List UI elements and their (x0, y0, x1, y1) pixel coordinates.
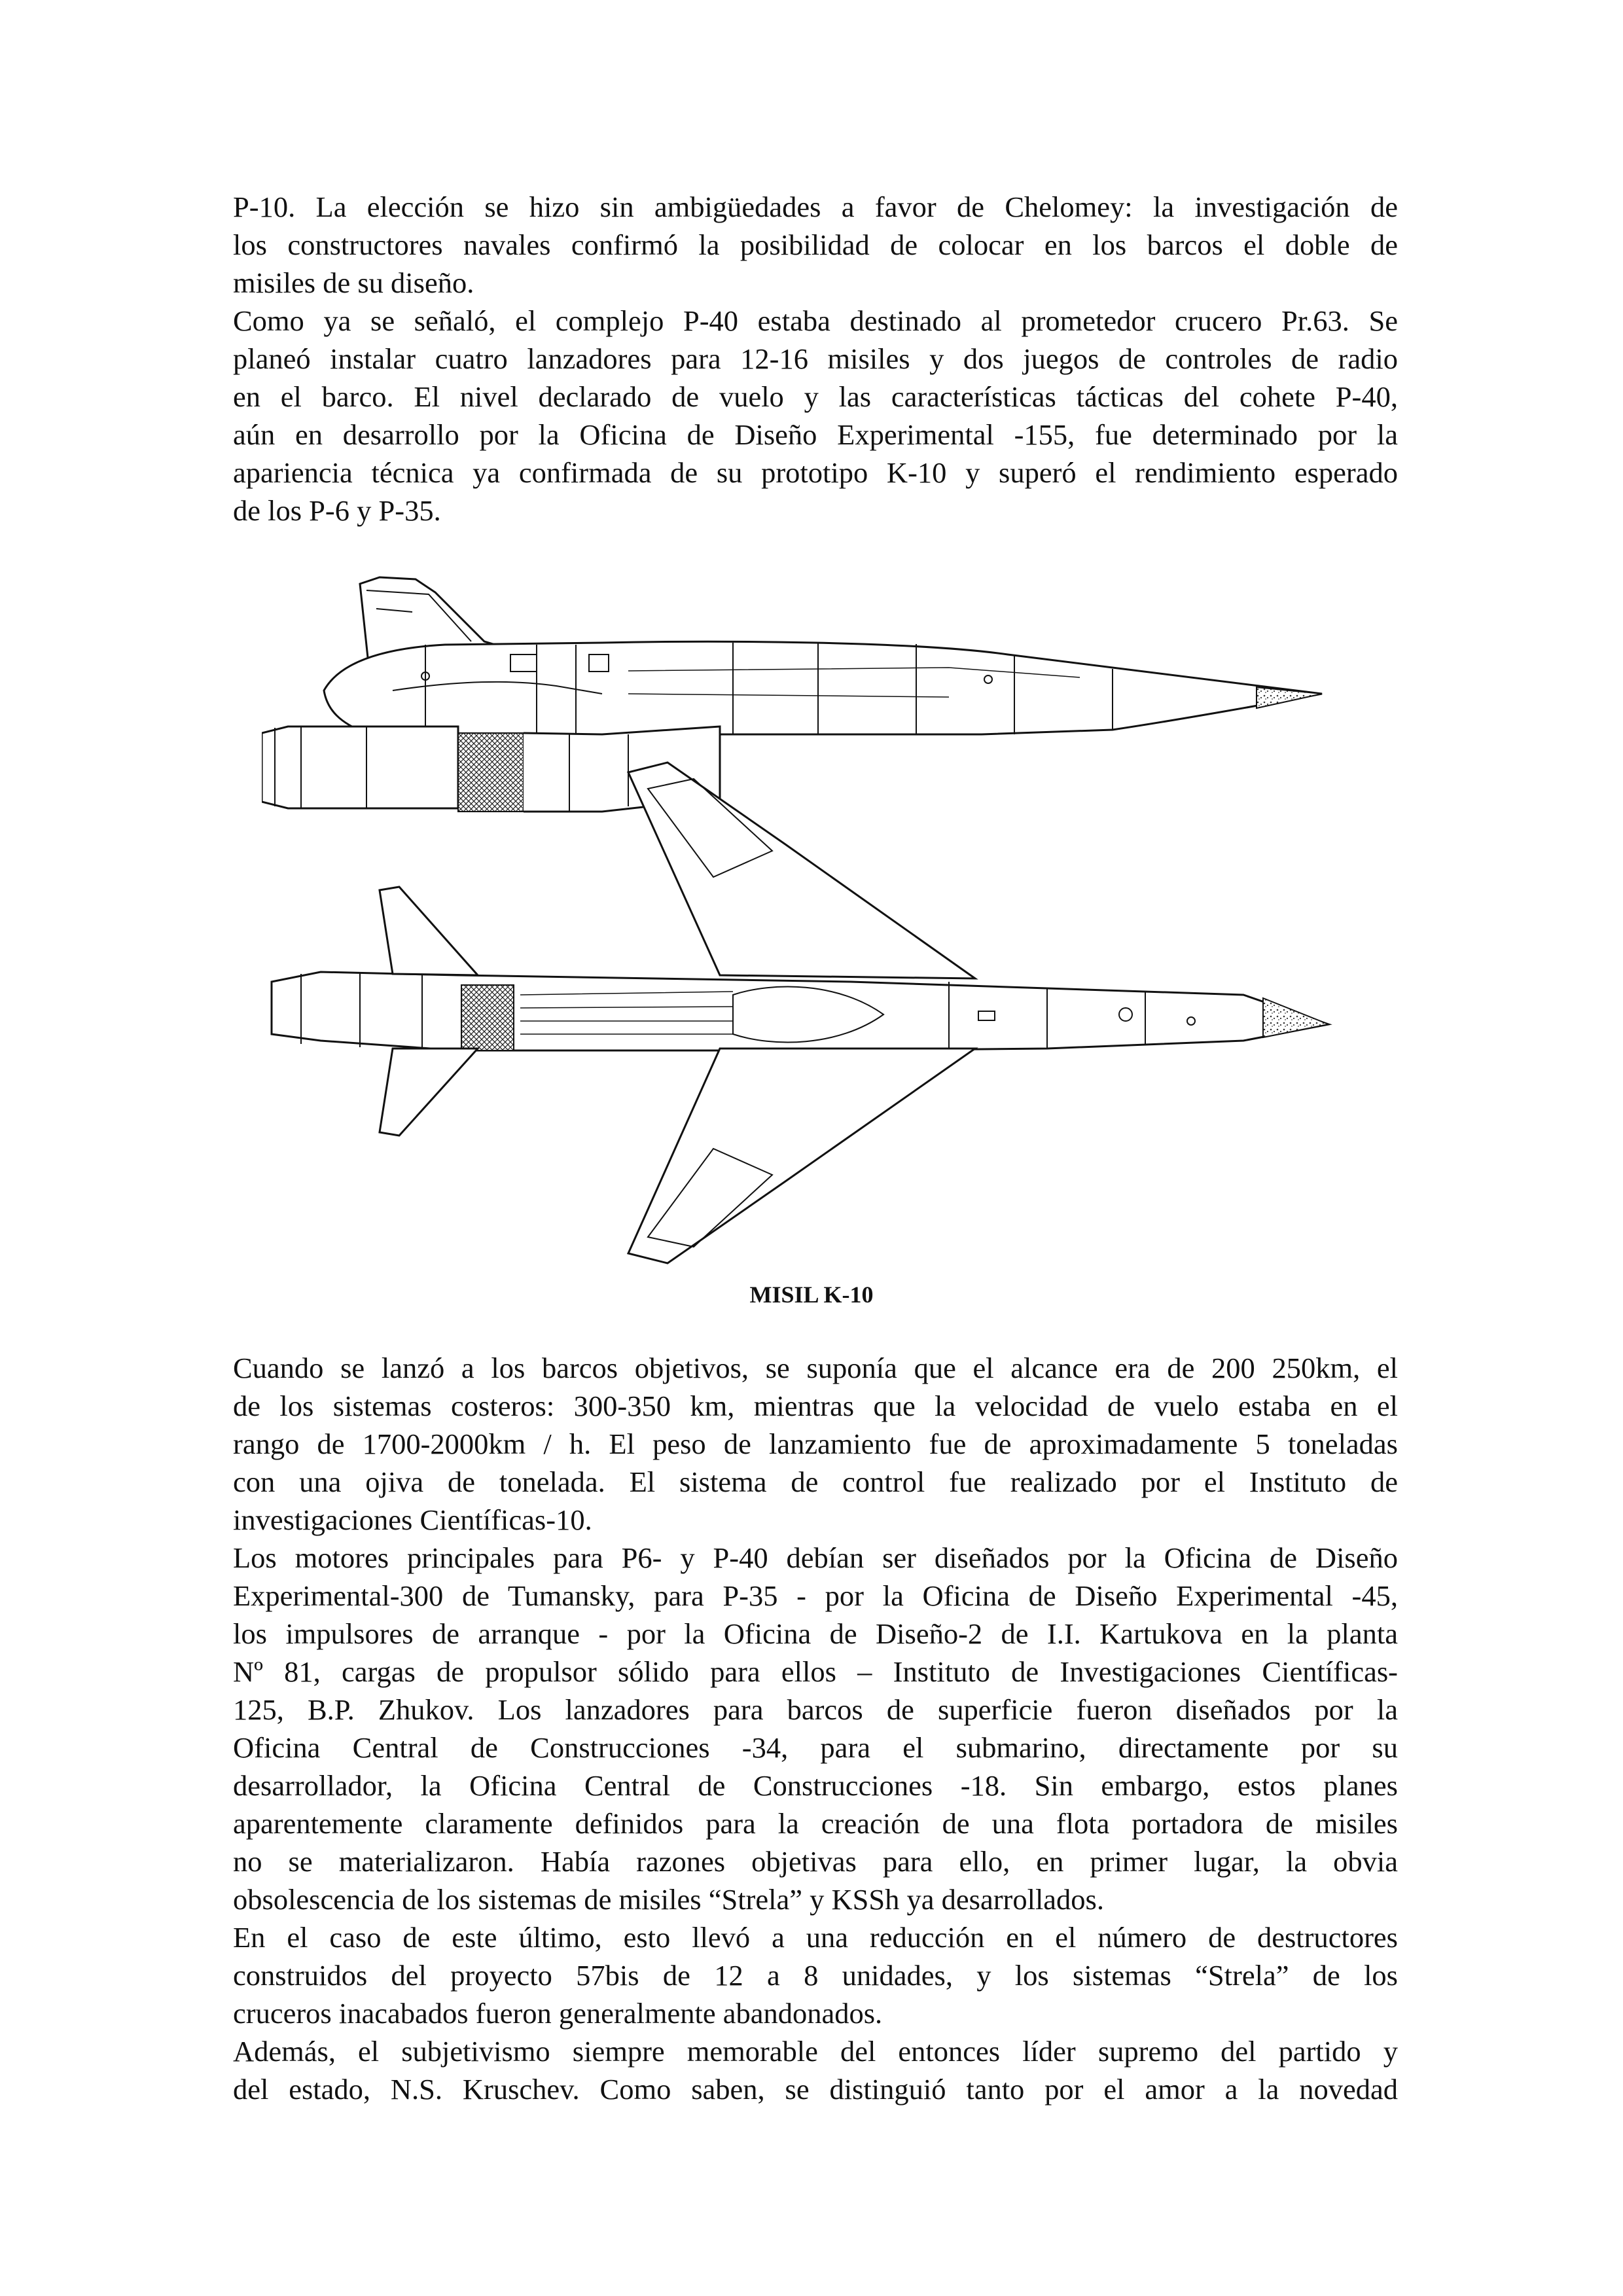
figure-caption: MISIL K-10 (749, 1282, 874, 1308)
text-line: no se materializaron. Había razones objetivas para ello, en primer lugar, la obvia (233, 1845, 1398, 1878)
text-line: cruceros inacabados fueron generalmente abandonados. (233, 1997, 883, 2030)
text-line: Experimental-300 de Tumansky, para P-35 - por la Oficina de Diseño Experimental -45, (233, 1579, 1398, 1612)
text-line: misiles de su diseño. (233, 266, 474, 299)
text-line: aún en desarrollo por la Oficina de Diseño Experimental -155, fue determinado por la (233, 418, 1398, 451)
text-line: construidos del proyecto 57bis de 12 a 8 unidades, y los sistemas “Strela” de los (233, 1959, 1398, 1992)
missile-top-view (272, 762, 1329, 1263)
text-line: de los sistemas costeros: 300-350 km, mientras que la velocidad de vuelo estaba en el (233, 1390, 1398, 1422)
text-line: En el caso de este último, esto llevó a una reducción en el número de destructores (233, 1921, 1398, 1954)
top-text-block (233, 188, 1398, 529)
text-line: 125, B.P. Zhukov. Los lanzadores para barcos de superficie fueron diseñados por la (233, 1693, 1398, 1726)
missile-figure (262, 563, 1374, 1276)
text-line: Cuando se lanzó a los barcos objetivos, se suponía que el alcance era de 200 250km, el (233, 1352, 1398, 1384)
text-line: con una ojiva de tonelada. El sistema de control fue realizado por el Instituto de (233, 1465, 1398, 1498)
text-line: desarrollador, la Oficina Central de Construcciones -18. Sin embargo, estos planes (233, 1769, 1398, 1802)
text-line: Además, el subjetivismo siempre memorable del entonces líder supremo del partido y (233, 2035, 1398, 2068)
text-line: del estado, N.S. Kruschev. Como saben, se distinguió tanto por el amor a la novedad (233, 2073, 1398, 2106)
text-line: Oficina Central de Construcciones -34, para el submarino, directamente por su (233, 1731, 1398, 1764)
text-line: aparentemente claramente definidos para la creación de una flota portadora de misiles (233, 1807, 1398, 1840)
text-line: los impulsores de arranque - por la Oficina de Diseño-2 de I.I. Kartukova en la planta (233, 1617, 1398, 1650)
text-line: los constructores navales confirmó la posibilidad de colocar en los barcos el doble de (233, 228, 1398, 261)
text-line: rango de 1700-2000km / h. El peso de lanzamiento fue de aproximadamente 5 toneladas (233, 1427, 1398, 1460)
text-line: en el barco. El nivel declarado de vuelo y las características tácticas del cohete P-40, (233, 380, 1398, 413)
text-line: de los P-6 y P-35. (233, 494, 441, 527)
text-line: investigaciones Científicas-10. (233, 1503, 592, 1536)
text-line: planeó instalar cuatro lanzadores para 12-16 misiles y dos juegos de controles de radio (233, 342, 1398, 375)
text-line: P-10. La elección se hizo sin ambigüedades a favor de Chelomey: la investigación de (233, 190, 1398, 223)
bottom-text-block (233, 1349, 1398, 2108)
text-line: Nº 81, cargas de propulsor sólido para ellos – Instituto de Investigaciones Científicas- (233, 1655, 1398, 1688)
missile-side-view (262, 577, 1322, 812)
text-line: apariencia técnica ya confirmada de su prototipo K-10 y superó el rendimiento esperado (233, 456, 1398, 489)
text-line: obsolescencia de los sistemas de misiles “Strela” y KSSh ya desarrollados. (233, 1883, 1105, 1916)
text-line: Los motores principales para P6- y P-40 debían ser diseñados por la Oficina de Diseño (233, 1541, 1398, 1574)
text-line: Como ya se señaló, el complejo P-40 estaba destinado al prometedor crucero Pr.63. Se (233, 304, 1398, 337)
